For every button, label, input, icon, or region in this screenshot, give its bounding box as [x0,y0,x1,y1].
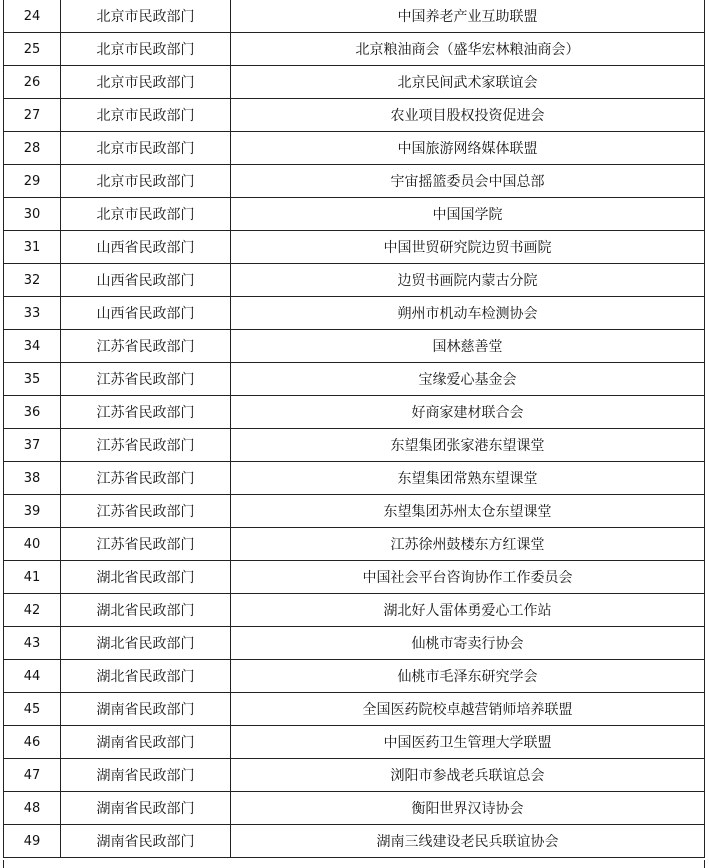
row-number-cell: 44 [4,660,61,693]
row-number-cell: 35 [4,363,61,396]
row-number-cell: 25 [4,33,61,66]
table-row [4,495,705,528]
row-number-cell: 31 [4,231,61,264]
row-number-cell: 38 [4,462,61,495]
organization-name-cell: 衡阳世界汉诗协会 [231,792,705,825]
table-row [4,132,705,165]
organization-name-cell: 国林慈善堂 [231,330,705,363]
department-cell: 湖南省民政部门 [61,759,231,792]
department-cell: 北京市民政部门 [61,198,231,231]
row-number-cell: 37 [4,429,61,462]
row-number-cell: 36 [4,396,61,429]
department-cell: 江苏省民政部门 [61,330,231,363]
department-cell: 江苏省民政部门 [61,495,231,528]
table-row [4,561,705,594]
table-row [4,693,705,726]
table-row [4,792,705,825]
organization-name-cell: 中国旅游网络媒体联盟 [231,132,705,165]
department-cell: 山西省民政部门 [61,264,231,297]
organization-name-cell: 朔州市机动车检测协会 [231,297,705,330]
department-cell: 山西省民政部门 [61,297,231,330]
organization-name-cell: 湖北好人雷体勇爱心工作站 [231,594,705,627]
department-cell: 湖北省民政部门 [61,594,231,627]
organization-name-cell: 农业项目股权投资促进会 [231,99,705,132]
row-number-cell: 26 [4,66,61,99]
row-number-cell: 45 [4,693,61,726]
organization-name-cell: 东望集团张家港东望课堂 [231,429,705,462]
organization-name-cell: 宇宙摇篮委员会中国总部 [231,165,705,198]
table-row [4,660,705,693]
row-number-cell: 43 [4,627,61,660]
row-number-cell: 46 [4,726,61,759]
table-row [4,99,705,132]
table-row [4,264,705,297]
organization-name-cell: 浏阳市参战老兵联谊总会 [231,759,705,792]
department-cell: 北京市民政部门 [61,33,231,66]
department-cell: 湖南省民政部门 [61,726,231,759]
department-cell: 湖北省民政部门 [61,561,231,594]
department-cell: 江苏省民政部门 [61,396,231,429]
organization-name-cell: 全国医药院校卓越营销师培养联盟 [231,693,705,726]
department-cell: 北京市民政部门 [61,165,231,198]
organization-name-cell: 东望集团苏州太仓东望课堂 [231,495,705,528]
table-row [4,231,705,264]
department-cell: 江苏省民政部门 [61,429,231,462]
organization-name-cell: 东望集团常熟东望课堂 [231,462,705,495]
table-body [4,0,705,858]
organization-table [3,0,705,858]
row-number-cell: 34 [4,330,61,363]
row-number-cell: 40 [4,528,61,561]
organization-name-cell: 中国医药卫生管理大学联盟 [231,726,705,759]
table-row [4,528,705,561]
table-row [4,165,705,198]
table-row [4,396,705,429]
row-number-cell: 28 [4,132,61,165]
organization-name-cell: 湖南三线建设老民兵联谊协会 [231,825,705,858]
row-number-cell: 30 [4,198,61,231]
department-cell: 湖南省民政部门 [61,792,231,825]
department-cell: 北京市民政部门 [61,66,231,99]
row-number-cell: 29 [4,165,61,198]
department-cell: 山西省民政部门 [61,231,231,264]
table-row [4,33,705,66]
table-row [4,198,705,231]
table-row [4,726,705,759]
organization-name-cell: 边贸书画院内蒙古分院 [231,264,705,297]
table-row [4,363,705,396]
row-number-cell: 42 [4,594,61,627]
table-row [4,825,705,858]
organization-name-cell: 好商家建材联合会 [231,396,705,429]
organization-name-cell: 江苏徐州鼓楼东方红课堂 [231,528,705,561]
organization-name-cell: 仙桃市毛泽东研究学会 [231,660,705,693]
department-cell: 湖南省民政部门 [61,825,231,858]
department-cell: 湖北省民政部门 [61,627,231,660]
table-row [4,0,705,33]
table-row [4,429,705,462]
organization-name-cell: 北京粮油商会（盛华宏林粮油商会） [231,33,705,66]
row-number-cell: 24 [4,0,61,33]
department-cell: 北京市民政部门 [61,132,231,165]
organization-name-cell: 中国世贸研究院边贸书画院 [231,231,705,264]
table-row [4,759,705,792]
organization-name-cell: 中国养老产业互助联盟 [231,0,705,33]
organization-name-cell: 仙桃市寄卖行协会 [231,627,705,660]
organization-name-cell: 宝缘爱心基金会 [231,363,705,396]
department-cell: 北京市民政部门 [61,0,231,33]
row-number-cell: 41 [4,561,61,594]
row-number-cell: 32 [4,264,61,297]
department-cell: 湖南省民政部门 [61,693,231,726]
organization-name-cell: 北京民间武术家联谊会 [231,66,705,99]
row-number-cell: 33 [4,297,61,330]
table-row [4,66,705,99]
department-cell: 江苏省民政部门 [61,528,231,561]
department-cell: 江苏省民政部门 [61,462,231,495]
row-number-cell: 49 [4,825,61,858]
row-number-cell: 39 [4,495,61,528]
organization-name-cell: 中国国学院 [231,198,705,231]
row-number-cell: 27 [4,99,61,132]
row-number-cell: 48 [4,792,61,825]
department-cell: 江苏省民政部门 [61,363,231,396]
table-row [4,297,705,330]
department-cell: 北京市民政部门 [61,99,231,132]
row-number-cell: 47 [4,759,61,792]
organization-name-cell: 中国社会平台咨询协作工作委员会 [231,561,705,594]
table-row [4,594,705,627]
table-row [4,462,705,495]
table-row [4,330,705,363]
table-row [4,627,705,660]
department-cell: 湖北省民政部门 [61,660,231,693]
